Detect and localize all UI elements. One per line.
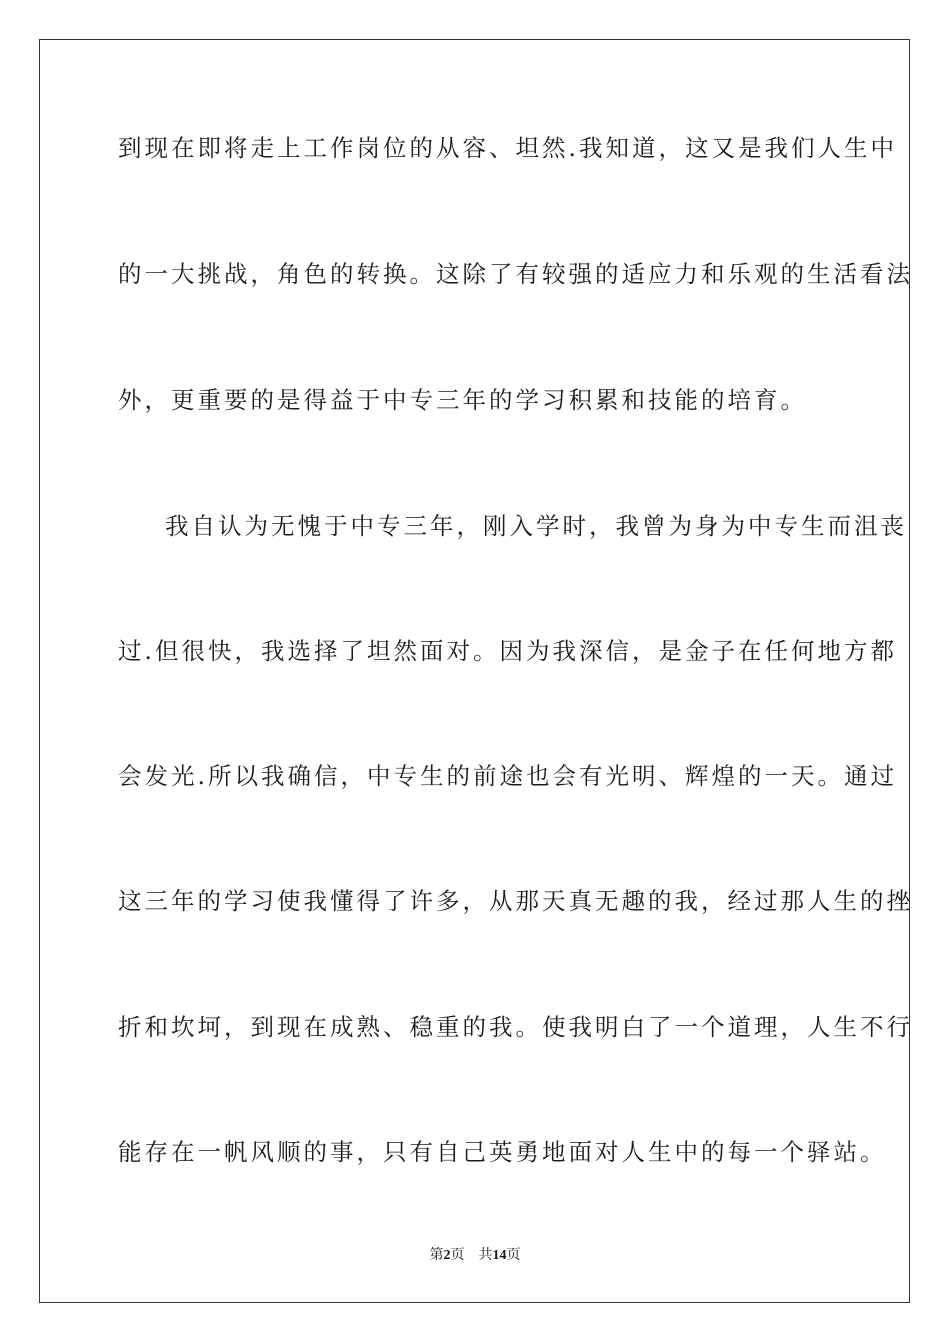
text-line: 外，更重要的是得益于中专三年的学习积累和技能的培育。	[118, 386, 807, 414]
text-line: 能存在一帆风顺的事，只有自己英勇地面对人生中的每一个驿站。	[118, 1138, 887, 1166]
text-line: 折和坎坷，到现在成熟、稳重的我。使我明白了一个道理，人生不行	[118, 1013, 913, 1041]
text-line-paragraph-start: 我自认为无愧于中专三年，刚入学时，我曾为身为中专生而沮丧	[165, 512, 907, 540]
total-pages: 14	[492, 1248, 507, 1263]
page-footer	[0, 1246, 950, 1266]
text-line: 这三年的学习使我懂得了许多，从那天真无趣的我，经过那人生的挫	[118, 887, 913, 915]
total-suffix: 页	[506, 1248, 521, 1263]
page-prefix: 第	[429, 1248, 444, 1263]
text-line: 过.但很快，我选择了坦然面对。因为我深信，是金子在任何地方都	[118, 637, 897, 665]
page-number: 2	[443, 1248, 451, 1263]
total-prefix: 共	[478, 1248, 493, 1263]
text-line: 到现在即将走上工作岗位的从容、坦然.我知道，这又是我们人生中	[118, 134, 897, 162]
text-line: 的一大挑战，角色的转换。这除了有较强的适应力和乐观的生活看法	[118, 260, 913, 288]
text-line: 会发光.所以我确信，中专生的前途也会有光明、辉煌的一天。通过	[118, 762, 897, 790]
page-suffix: 页	[450, 1248, 465, 1263]
page-border	[39, 39, 913, 1303]
